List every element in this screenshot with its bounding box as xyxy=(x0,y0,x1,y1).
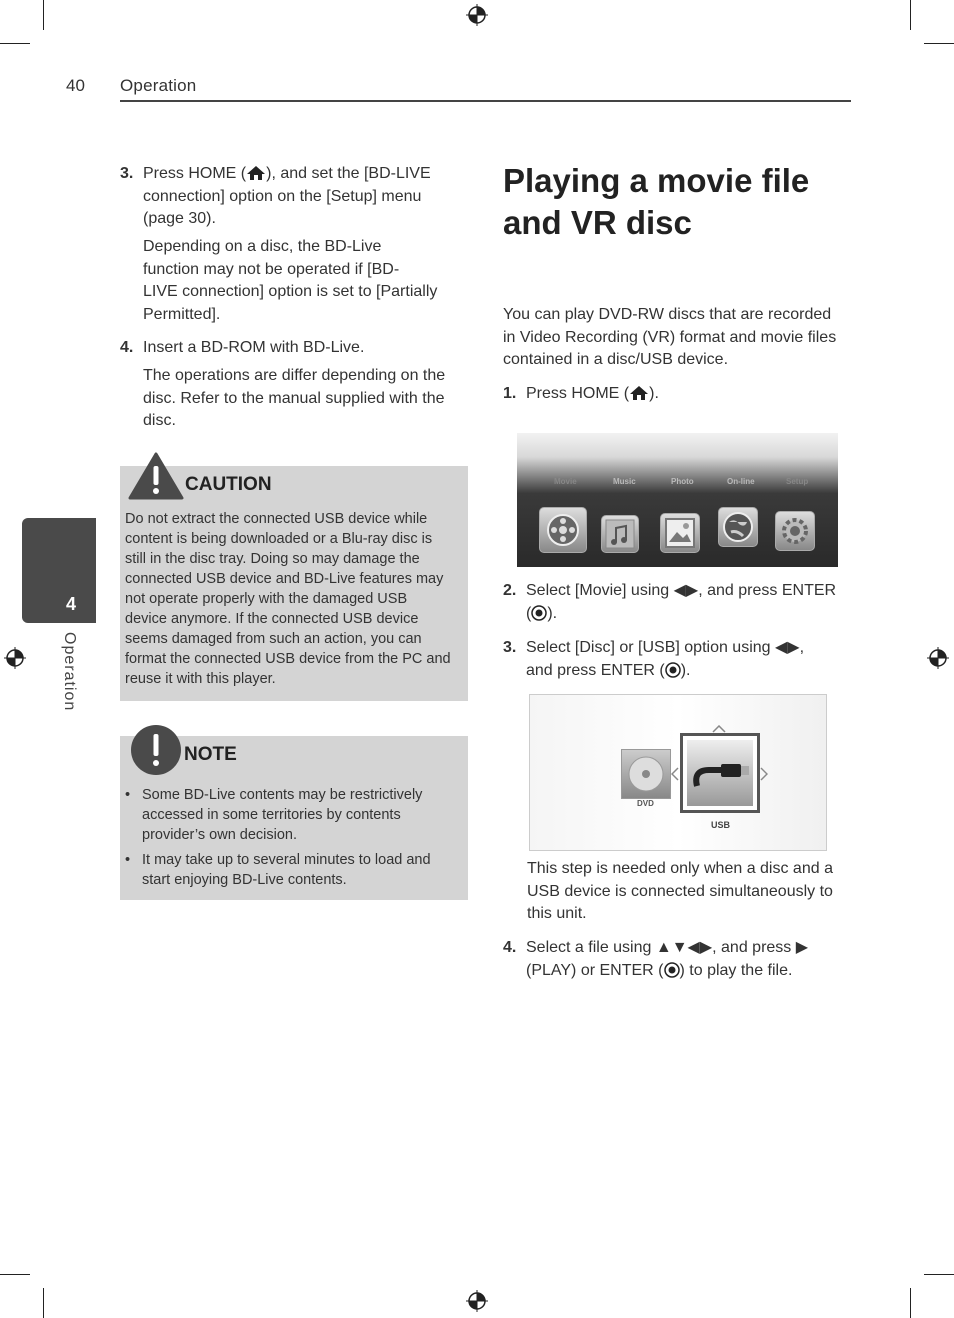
music-note-icon xyxy=(601,515,639,553)
step-number: 3. xyxy=(120,165,134,182)
bullet-icon: • xyxy=(125,852,131,868)
note-line: It may take up to several minutes to load and xyxy=(142,852,431,868)
caution-line: seems damaged from such an action, you can xyxy=(125,631,422,647)
step-3-left xyxy=(120,163,470,233)
menu-label-setup: Setup xyxy=(786,477,809,486)
step-number: 2. xyxy=(503,582,517,599)
step-4-detail xyxy=(143,365,473,433)
chapter-tab xyxy=(22,518,96,623)
header-divider xyxy=(120,100,851,102)
step-text: Select [Disc] or [USB] option using ◀▶, xyxy=(526,639,805,656)
detail-line: disc. xyxy=(143,412,176,429)
home-menu-screenshot xyxy=(517,433,838,567)
detail-line: LIVE connection] option is set to [Partially xyxy=(143,283,438,300)
caution-line: format the connected USB device from the PC and xyxy=(125,651,451,667)
registration-mark-icon xyxy=(4,647,26,669)
note-line: start enjoying BD-Live contents. xyxy=(142,872,347,888)
globe-icon xyxy=(718,507,758,547)
menu-label-photo: Photo xyxy=(671,477,694,486)
step-text: Select [Movie] using ◀▶, and press ENTER xyxy=(526,582,837,599)
note-item xyxy=(125,785,465,847)
note-line: provider’s own decision. xyxy=(142,827,298,843)
step-text: ) to play the file. xyxy=(679,961,793,979)
crop-mark xyxy=(43,0,44,30)
detail-line: Permitted]. xyxy=(143,305,221,323)
gear-icon xyxy=(775,511,815,551)
step-number: 1. xyxy=(503,385,517,402)
note-line: accessed in some territories by contents xyxy=(142,807,401,823)
bullet-icon: • xyxy=(125,787,131,803)
step-text: and press ENTER ( xyxy=(526,661,665,679)
step-3-right xyxy=(503,637,853,687)
step-3-note xyxy=(527,858,857,926)
section-title: Operation xyxy=(120,76,197,95)
intro-paragraph xyxy=(503,304,853,372)
registration-mark-icon xyxy=(466,1290,488,1312)
step-1-right xyxy=(503,383,853,407)
crop-mark xyxy=(924,43,954,44)
caution-line: not operate properly with the damaged USB xyxy=(125,591,408,607)
step-4-right xyxy=(503,937,853,987)
caution-line: connected USB device and BD-Live features may xyxy=(125,571,444,587)
menu-label-movie: Movie xyxy=(554,477,577,486)
step-number: 4. xyxy=(503,939,517,956)
step-text: (page 30). xyxy=(143,210,216,227)
registration-mark-icon xyxy=(927,647,949,669)
registration-mark-icon xyxy=(466,4,488,26)
intro-line: You can play DVD-RW discs that are recorded xyxy=(503,306,832,323)
disc-icon xyxy=(622,750,670,798)
heading-line: Playing a movie file xyxy=(503,162,810,199)
dvd-label: DVD xyxy=(637,799,654,808)
caution-line: reuse it with this player. xyxy=(125,671,276,687)
usb-label: USB xyxy=(711,820,731,830)
chapter-number: 4 xyxy=(66,594,77,614)
warning-triangle-icon xyxy=(128,452,184,500)
home-icon xyxy=(629,385,649,401)
step-text: Press HOME ( xyxy=(143,165,247,182)
step-text: ). xyxy=(680,661,691,679)
chevron-left-icon xyxy=(671,767,679,781)
note-title: NOTE xyxy=(184,744,237,765)
caution-title: CAUTION xyxy=(185,474,272,495)
note-line: This step is needed only when a disc and a xyxy=(527,860,833,877)
page-heading xyxy=(503,160,809,244)
page-number: 40 xyxy=(66,76,85,95)
step-3-detail xyxy=(143,236,473,326)
step-text: Press HOME ( xyxy=(526,385,630,402)
enter-button-icon xyxy=(665,662,681,678)
note-line: Some BD-Live contents may be restrictively xyxy=(142,787,423,803)
step-number: 3. xyxy=(503,639,517,656)
crop-mark xyxy=(0,43,30,44)
enter-button-icon xyxy=(531,605,547,621)
enter-button-icon xyxy=(664,962,680,978)
step-2-right: 2. Select [Movie] using ◀▶, and press ENTER ( ). xyxy=(503,580,853,630)
step-number: 4. xyxy=(120,339,134,356)
usb-cable-icon xyxy=(687,740,753,806)
crop-mark xyxy=(0,1274,30,1275)
detail-line: function may not be operated if [BD- xyxy=(143,260,400,278)
usb-tile xyxy=(680,733,760,813)
step-text: Insert a BD-ROM with BD-Live. xyxy=(143,339,365,356)
dvd-tile xyxy=(621,749,671,799)
chevron-right-icon xyxy=(760,767,768,781)
caution-text xyxy=(125,509,465,689)
caution-line: device anymore. If the connected USB device xyxy=(125,611,419,627)
chapter-label: Operation xyxy=(61,632,78,712)
note-item xyxy=(125,850,465,892)
step-text: ). xyxy=(649,385,659,402)
step-text: ), and set the [BD-LIVE xyxy=(266,165,431,182)
movie-reel-icon xyxy=(539,507,587,553)
intro-line: in Video Recording (VR) format and movie files xyxy=(503,328,837,346)
device-select-screenshot xyxy=(529,694,827,851)
note-line: this unit. xyxy=(527,905,587,922)
step-text: Select a file using ▲▼◀▶, and press ▶ xyxy=(526,939,809,956)
crop-mark xyxy=(43,1288,44,1318)
crop-mark xyxy=(924,1274,954,1275)
heading-line: and VR disc xyxy=(503,204,692,241)
step-text: ). xyxy=(547,604,558,622)
crop-mark xyxy=(910,1288,911,1318)
crop-mark xyxy=(910,0,911,30)
photo-icon xyxy=(660,513,700,553)
intro-line: contained in a disc/USB device. xyxy=(503,351,729,368)
step-4-left xyxy=(120,337,470,361)
detail-line: Depending on a disc, the BD-Live xyxy=(143,238,382,255)
menu-label-music: Music xyxy=(613,477,636,486)
detail-line: The operations are differ depending on the xyxy=(143,367,446,384)
home-icon xyxy=(246,165,266,181)
menu-label-online: On-line xyxy=(727,477,755,486)
caution-line: Do not extract the connected USB device while xyxy=(125,511,428,527)
chevron-up-icon xyxy=(712,725,726,733)
detail-line: disc. Refer to the manual supplied with the xyxy=(143,389,445,407)
step-text: (PLAY) or ENTER ( xyxy=(526,961,664,979)
note-line: USB device is connected simultaneously to xyxy=(527,882,833,900)
caution-line: still in the disc tray. Doing so may damage the xyxy=(125,551,420,567)
step-text: connection] option on the [Setup] menu xyxy=(143,187,422,205)
exclamation-circle-icon xyxy=(130,724,182,776)
caution-line: content is being downloaded or a Blu-ray disc is xyxy=(125,531,433,547)
